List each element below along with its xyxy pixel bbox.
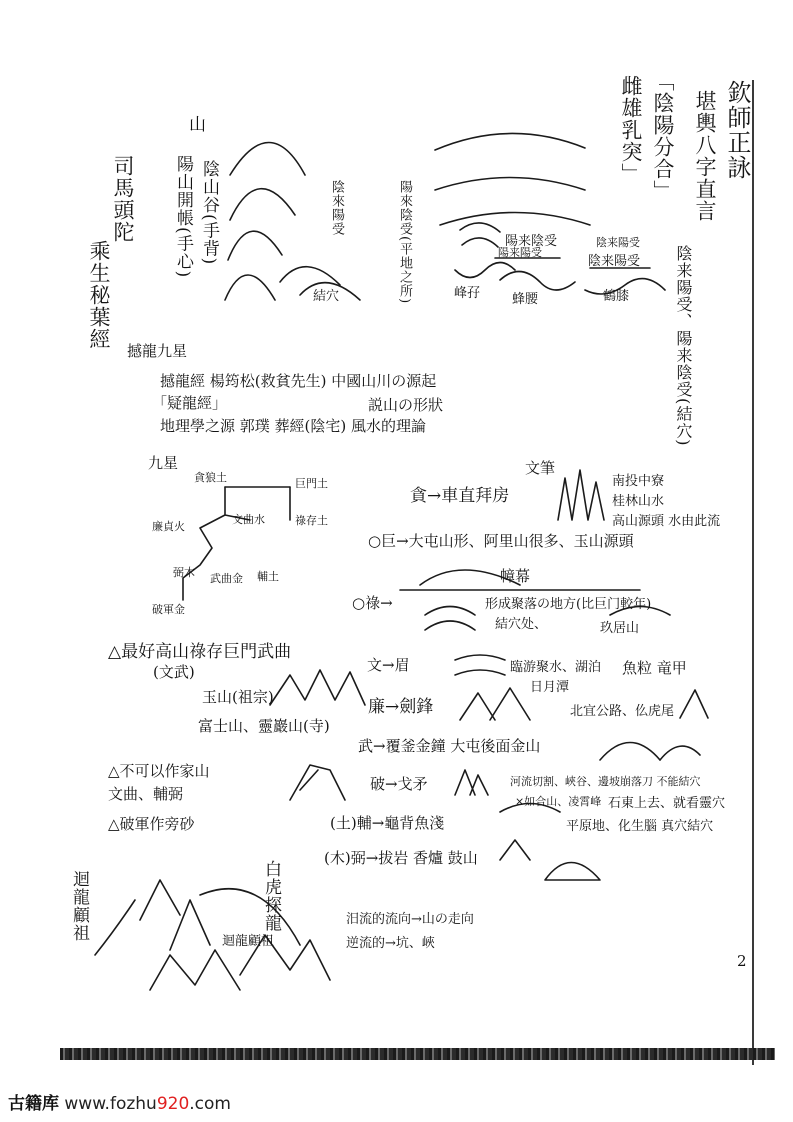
favorites-line: △最好高山祿存巨門武曲 [108,642,292,662]
line-dili: 地理學之源 郭璞 葬經(陰宅) 風水的理論 [160,417,427,435]
star-wuqu: 武曲金 [210,572,243,585]
intro-shapes-column: 雌雄乳突」 [619,75,643,185]
dome-curve [660,746,700,760]
line-xingzhuang: 説山の形狀 [368,396,444,414]
wave-curve [500,271,575,290]
star-wenqu: 文曲水 [232,513,265,526]
section-title-hanlong: 撼龍九星 [127,342,188,360]
peaks-sketch [558,470,604,520]
desc-po4: 石東上去、就看靈穴 [608,796,726,811]
desc-lu3: 結穴处、 [495,617,548,632]
desc-fu2: 平原地、化生腦 真穴結穴 [566,819,714,834]
star-lucun: 祿存土 [295,514,328,527]
label-jiexue: 結穴 [313,289,340,304]
dome-curve [425,607,475,616]
star-jumen: 巨門土 [295,477,328,490]
dome-curve [600,743,660,761]
yushan-label: 玉山(祖宗) [202,688,274,706]
peaks-sketch [150,950,240,990]
desc-po3: ×如合山、凌霄峰 [515,795,602,808]
right-subtitle-column: 陰来陽受、陽来陰受(結穴) [674,245,693,447]
section-title-jiuxing: 九星 [148,454,179,472]
title-column-2: 堪輿八字直言 [693,90,717,222]
peaks-sketch [270,670,365,705]
peak-single [680,690,708,718]
footer-brand: 古籍库 [8,1094,59,1114]
mountain-sketch [230,189,295,220]
dome-curve [435,178,585,191]
mountain-sketch [230,143,305,176]
arrow-line [95,900,135,955]
fuji-label: 富士山、靈巖山(寺) [198,717,330,735]
mountain-label-c: 陰山谷(手背) [199,160,219,266]
mountain-label-a: 山 [185,115,205,133]
left-author-column: 司馬頭陀 [111,155,135,243]
desc-fu: (土)輔→龜背魚淺 [330,814,445,832]
dome-curve [462,238,498,247]
peak-single [455,770,488,795]
desc-tan: 貪→車直拜房 [410,486,510,506]
dome-curve [460,223,500,232]
scan-edge-bar [60,1048,775,1060]
volcano-sketch [545,863,600,881]
desc-gaoshan: 高山源頭 水由此流 [612,514,721,529]
star-fu: 輔土 [257,570,279,583]
favorites-sub: (文武) [153,663,195,681]
dome-curve [435,133,585,150]
label-yin-laiyang: 陰来陽受 [588,254,641,269]
star-pojun: 破軍金 [152,603,185,616]
star-bi: 弼木 [173,566,195,579]
bailong-column: 白虎探龍 [261,860,281,932]
brow-sketch [455,655,505,660]
left-book-column: 乘生秘葉經 [87,240,111,350]
desc-ju: ○巨→大屯山形、阿里山很多、玉山源頭 [368,532,634,550]
title-column-1: 欽師正詠 [723,80,751,180]
valley-curve [280,267,340,285]
label-hexi: 鶴膝 [603,289,630,304]
label-yang-yin: 陽來陰受(平地之所) [397,180,412,305]
label-yangshu: 陽来陰受 [505,234,558,249]
water-line-1: 汨流的流向→山の走向 [346,912,474,927]
star-lianzhen: 廉貞火 [152,520,185,533]
huilong-label: 迴龍顧祖 [222,934,275,949]
peak-single [500,840,530,860]
desc-shanlin: 桂林山水 [612,494,665,509]
footer-url-number: 920 [156,1094,190,1114]
desc-lian: 廉→劍鋒 [368,697,434,717]
brow-sketch [455,670,505,675]
star-tanlang: 貪狼土 [194,471,227,484]
peaks-sketch [460,688,530,720]
mountain-sketch [225,275,275,300]
volcano-sketch [290,765,345,800]
desc-wen: 文→眉 [367,656,410,674]
desc-zhangmu: 幛幕 [500,567,531,585]
label-fengyao: 蜂腰 [512,292,539,307]
huilong-column: 迴龍顧祖 [69,870,89,942]
desc-lian2: 北宜公路、仫虎尾 [570,704,675,719]
desc-lu4: 玖居山 [600,621,640,636]
mountain-label-b: 陽山開帳(手心) [173,155,193,279]
label-yin-yang: 陰來陽受 [329,180,344,236]
watermark-footer [8,1089,231,1114]
footer-url-suffix: .com [189,1094,231,1114]
desc-wu: 武→覆釜金鐘 大屯後面金山 [358,737,541,755]
label-tiny-1: 陽来陽受 [498,246,542,259]
mountain-sketch [228,231,282,260]
note-pojun: △破軍作旁砂 [108,815,195,833]
water-line-2: 逆流的→坑、峽 [346,936,435,951]
desc-po: 破→戈矛 [370,775,428,793]
intro-quote-column: 「陰陽分合」 [651,70,675,202]
desc-wen3: 魚粒 竜甲 [622,659,687,677]
dome-curve [425,621,475,630]
page-number: 2 [737,952,747,970]
label-tiny-2: 陰来陽受 [596,236,640,249]
desc-lu: ○祿→ [352,594,393,612]
desc-wen4: 日月潭 [530,680,570,695]
dome-curve [440,213,590,226]
desc-wenbi: 文筆 [525,459,556,477]
line-yilong: 「疑龍經」 [152,394,228,412]
line-hanlong: 撼龍經 楊筠松(救貧先生) 中國山川の源起 [160,372,437,390]
desc-nanjiao: 南投中寮 [612,474,665,489]
desc-lu2: 形成聚落の地方(比巨门較年) [485,597,652,612]
label-fengjian: 峰孖 [454,286,481,301]
note-wenqu: 文曲、輔弼 [108,785,184,803]
note-bukeyi: △不可以作家山 [108,762,210,780]
desc-bi: (木)弼→拔岩 香爐 鼓山 [324,849,478,867]
peaks-sketch [140,880,210,950]
desc-po2: 河流切割、峽谷、邊坡崩落刀 不能結穴 [510,775,701,788]
desc-wen2: 臨游聚水、湖泊 [510,660,602,675]
footer-url-prefix: www.fozhu [64,1094,157,1114]
